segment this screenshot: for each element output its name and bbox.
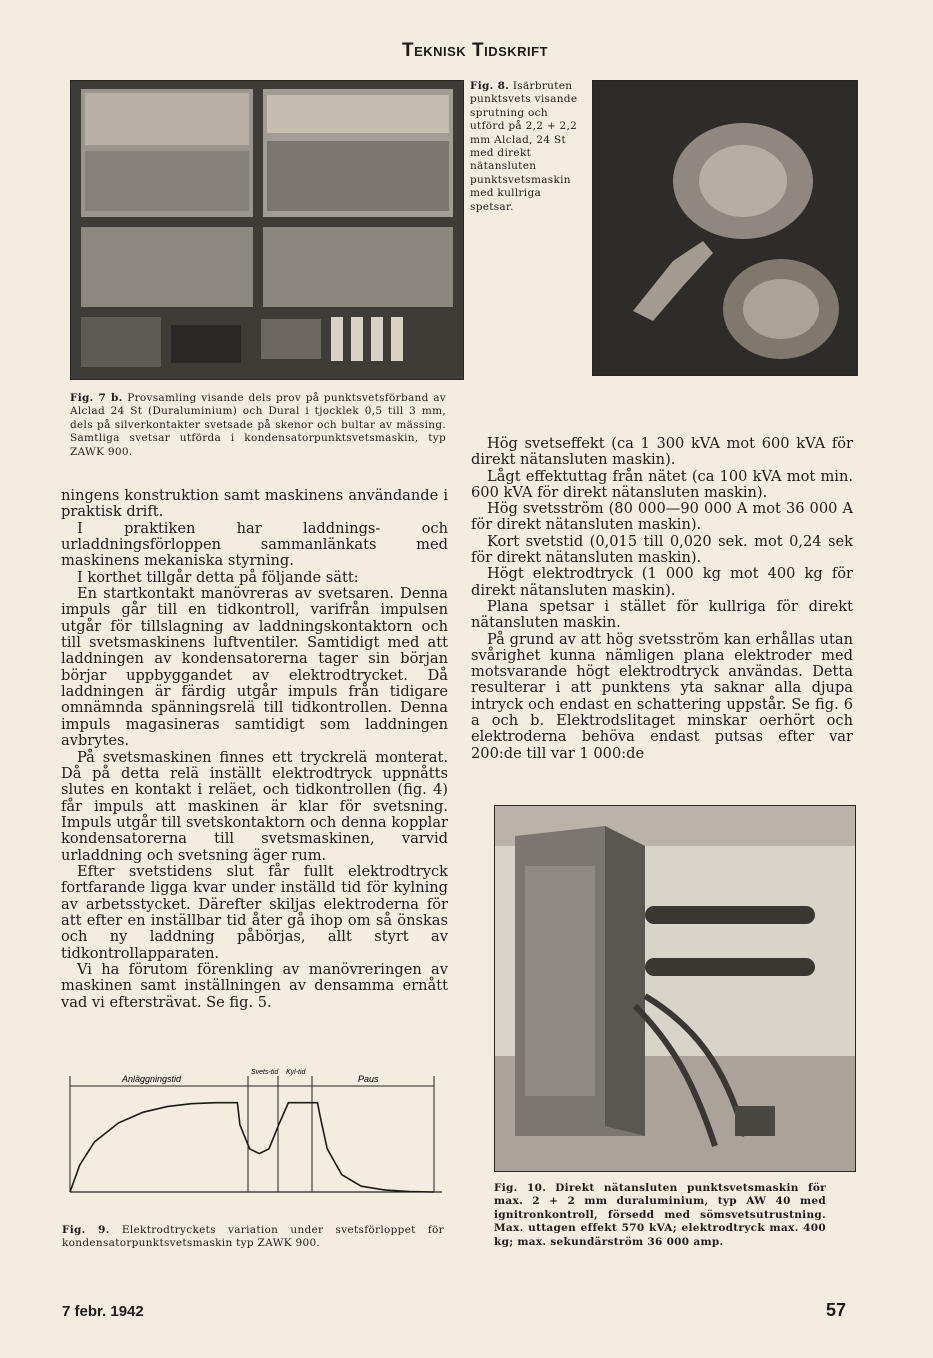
weld-fracture-image	[593, 81, 857, 375]
phase-label-svetstid: Svets-tid	[251, 1069, 279, 1076]
phase-label-paus: Paus	[358, 1074, 379, 1084]
fig10-photo	[494, 805, 856, 1172]
fig10-label: Fig. 10.	[494, 1182, 547, 1194]
fig10-caption	[494, 1182, 826, 1249]
fig7b-label: Fig. 7 b.	[70, 392, 123, 404]
journal-title: Teknisk Tidskrift	[401, 40, 549, 61]
phase-label-kyltid: Kyl-tid	[286, 1069, 306, 1076]
right-item: Plana spetsar i stället för kullriga för direkt nätansluten maskin.	[471, 597, 853, 632]
right-item: På grund av att hög svetsström kan erhållas utan svårighet kunna nämligen plana elektroder med motsvarande högt elektrodtryck användas. Detta resulterar i att punktens yta saknar alla djupa intryck och endast en schattering uppstår. Se fig. 6 a och b. Elektrodslitaget minskar oerhört och elektroderna behöva endast putsas efter var 200:de till var 1 000:de	[471, 630, 853, 762]
page-number: 57	[826, 1300, 847, 1320]
right-item: Hög svetsström (80 000—90 000 A mot 36 000 A för direkt nätansluten maskin).	[471, 500, 853, 534]
fig9-caption-text: Elektrodtryckets variation under svetsförloppet för kondensatorpunktsvetsmaskin typ ZAWK 900.	[62, 1224, 444, 1250]
left-paragraph: I praktiken har laddnings- och urladdningsförloppen sammanlänkats med maskinens mekaniska styrning.	[61, 519, 448, 570]
fig9-chart-svg	[62, 1062, 448, 1212]
left-paragraph: På svetsmaskinen finnes ett tryckrelä monterat. Då på detta relä inställt elektrodtryck uppnåtts slutes en kontakt i reläet, och tidkontrollen (fig. 4) får impuls att maskinen är klar för svetsning. Impuls utgår till svetskontaktorn och denna kopplar kondensatorerna till svetsmaskinen, varvid urladdning och svetsning äger rum.	[61, 748, 448, 864]
fig8-photo	[592, 80, 858, 376]
fig7b-caption-text: Provsamling visande dels prov på punktsvetsförband av Alclad 24 St (Duraluminium) och Dural i tjocklek 0,5 till 3 mm, dels på silverkontakter svetsade på skenor och bultar av mässing. Samtliga svetsar utförda i kondensatorpunktsvetsmaskin, typ ZAWK 900.	[70, 392, 447, 458]
footer-date: 7 febr. 1942	[62, 1303, 144, 1320]
right-item: Lågt effektuttag från nätet (ca 100 kVA mot min. 600 kVA för direkt nätansluten maskin).	[471, 467, 853, 501]
fig9-chart	[62, 1062, 448, 1212]
fig10-caption-text: Direkt nätansluten punktsvetsmaskin för max. 2 + 2 mm duraluminium, typ AW 40 med ignitronkontroll, försedd med sömsvetsutrustning. Max. uttagen effekt 570 kVA; elektrodtryck max. 400 kg; max. sekundärström 36 000 amp.	[494, 1182, 826, 1248]
fig9-label: Fig. 9.	[62, 1224, 110, 1236]
left-paragraph: Vi ha förutom förenkling av manövreringen av maskinen samt inställningen av densamma ernått vad vi eftersträvat. Se fig. 5.	[61, 960, 448, 1011]
right-item: Hög svetseffekt (ca 1 300 kVA mot 600 kVA för direkt nätansluten maskin).	[471, 435, 853, 469]
left-column-text	[61, 488, 448, 1011]
right-item: Kort svetstid (0,015 till 0,020 sek. mot 0,24 sek för direkt nätansluten maskin).	[471, 532, 853, 567]
left-paragraph: I korthet tillgår detta på följande sätt:	[77, 568, 359, 586]
welding-machine-image	[495, 806, 855, 1171]
fig8-caption	[470, 80, 580, 214]
left-paragraph: En startkontakt manövreras av svetsaren. Denna impuls går till en tidkontroll, varifrån impulsen utgår för tillslagning av laddningskontaktorn och till svetsmaskinens luftventiler. Samtidigt med att laddningen av kondensatorerna tager sin början börjar uppbyggandet av elektrodtrycket. Då laddningen är färdig utgår impuls från tidigare omnämnda spänningsrelä till tidkontrollen. Denna impuls magasineras samtidigt som laddningen avbrytes.	[61, 585, 448, 750]
left-paragraph: ningens konstruktion samt maskinens användande i praktisk drift.	[61, 487, 448, 521]
fig7b-photo	[70, 80, 464, 380]
right-column-text	[471, 436, 853, 762]
fig8-label: Fig. 8.	[470, 80, 510, 92]
fig7b-caption	[70, 392, 446, 459]
pressure-curve	[70, 1103, 434, 1192]
phase-label-anlaggningstid: Anläggningstid	[122, 1074, 182, 1084]
right-item: Högt elektrodtryck (1 000 kg mot 400 kg för direkt nätansluten maskin).	[471, 565, 853, 599]
sample-panel-image	[71, 81, 463, 379]
fig9-caption	[62, 1224, 444, 1251]
left-paragraph: Efter svetstidens slut får fullt elektrodtryck fortfarande ligga kvar under inställd tid för kylning av arbetsstycket. Därefter skiljas elektroderna för att efter en inställbar tid åter gå ihop om så önskas och ny laddning påbörjas, allt styrt av tidkontrollapparaten.	[61, 862, 448, 962]
fig8-caption-text: Isärbruten punktsvets visande sprutning och utförd på 2,2 + 2,2 mm Alclad, 24 St med direkt nätansluten punktsvetsmaskin med kullriga spetsar.	[470, 80, 578, 213]
